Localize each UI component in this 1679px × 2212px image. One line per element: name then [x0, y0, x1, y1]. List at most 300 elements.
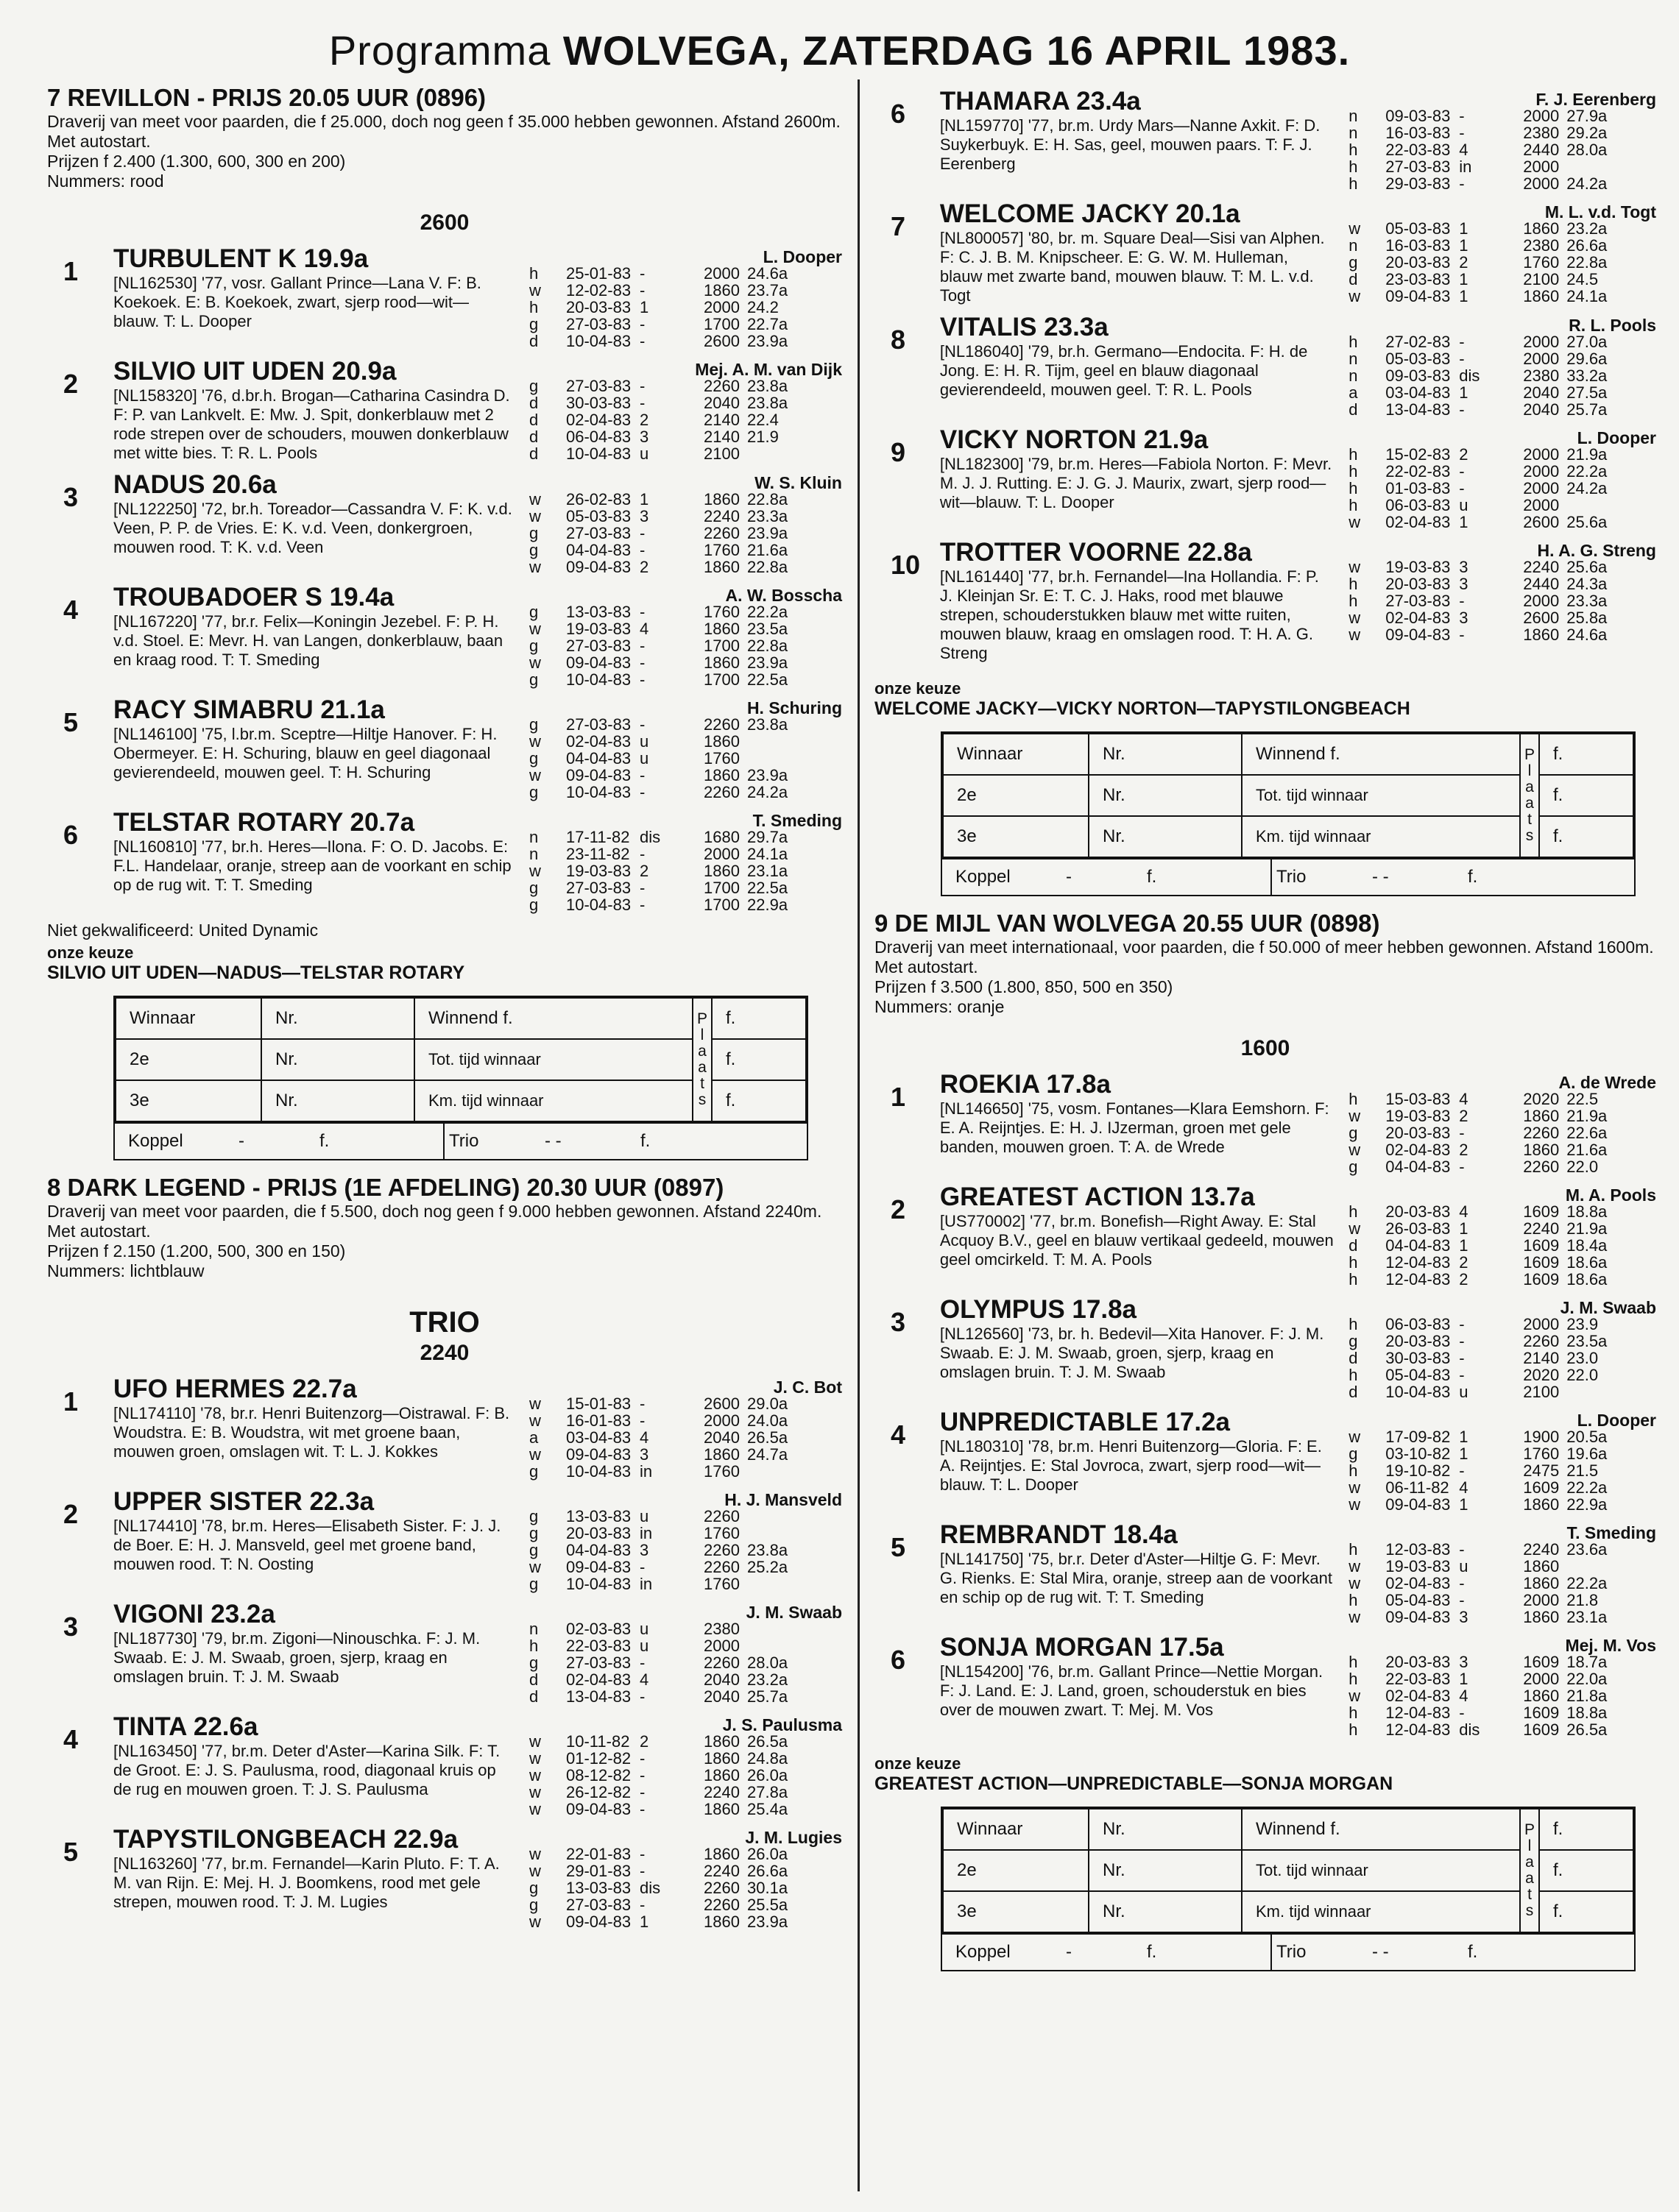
driver-name: T. Smeding: [752, 811, 842, 830]
result-row: [529, 377, 806, 394]
horse-number: 8: [891, 325, 906, 355]
horse-entry: [47, 1825, 842, 1930]
result-cell: 1: [1459, 1236, 1468, 1255]
result-cell: 02-04-83: [1385, 1574, 1451, 1592]
result-cell: 22.5a: [747, 879, 788, 897]
result-cell: 03-04-83: [566, 1428, 632, 1447]
result-cell: 19-03-83: [1385, 558, 1451, 576]
result-cell: 22.2a: [1566, 1574, 1608, 1592]
result-cell: 23.0: [1566, 1349, 1599, 1367]
result-cell: 2000: [1523, 479, 1560, 497]
koppel-dash: -: [238, 1131, 244, 1151]
results-table: [529, 1733, 806, 1818]
result-cell: 16-03-83: [1385, 236, 1451, 255]
result-cell: 29.7a: [747, 828, 788, 846]
result-cell: 18.4a: [1566, 1236, 1608, 1255]
result-cell: 12-04-83: [1385, 1704, 1451, 1722]
result-cell: 10-04-83: [566, 1575, 632, 1593]
bet-row: [943, 1809, 1633, 1850]
result-cell: 09-04-83: [1385, 625, 1451, 644]
horse-name: TROUBADOER S 19.4a: [113, 583, 395, 612]
bet-cell: f.: [712, 1080, 806, 1121]
result-cell: [747, 750, 806, 767]
result-row: [1348, 1479, 1625, 1496]
bet-cell: 2e: [116, 1039, 261, 1080]
result-cell: 06-03-83: [1385, 496, 1451, 514]
horse-name: SONJA MORGAN 17.5a: [939, 1633, 1224, 1662]
horse-info: [NL159770] '77, br.m. Urdy Mars—Nanne Axkit. F: D. Suykerbuyk. E: H. Sas, geel, mouwen paars. T: F. J. Eerenberg: [939, 116, 1321, 173]
horse-number: 1: [63, 256, 79, 286]
result-cell: 22.0a: [1566, 1670, 1608, 1688]
result-row: [1348, 1350, 1625, 1366]
result-cell: h: [1348, 1540, 1358, 1559]
horse-number: 4: [891, 1419, 906, 1450]
bet-cell: Winnend f.: [414, 998, 693, 1039]
result-row: [1348, 124, 1625, 141]
result-cell: -: [640, 541, 646, 559]
result-row: [529, 862, 806, 879]
bet-form: [113, 996, 808, 1160]
driver-name: J. S. Paulusma: [722, 1715, 842, 1734]
result-cell: 22.6a: [1566, 1124, 1608, 1142]
keuze-label: onze keuze: [47, 943, 134, 962]
result-cell: 1: [1459, 270, 1468, 288]
horse-results: [529, 695, 842, 801]
bet-cell: 3e: [116, 1080, 261, 1121]
result-cell: 24.6a: [1566, 625, 1608, 644]
result-cell: 25.8a: [1566, 609, 1608, 627]
result-cell: 2260: [704, 1653, 740, 1672]
result-cell: 27.8a: [747, 1783, 788, 1801]
result-cell: 2: [640, 1732, 649, 1751]
horse-name: UFO HERMES 22.7a: [113, 1375, 357, 1403]
result-cell: 1860: [1523, 1557, 1560, 1575]
result-cell: 13-03-83: [566, 1507, 632, 1525]
result-cell: 2100: [704, 444, 740, 463]
horse-results: [1348, 199, 1656, 305]
result-row: [1348, 446, 1625, 463]
result-cell: h: [1348, 1270, 1358, 1288]
result-cell: 24.5: [1566, 270, 1599, 288]
result-cell: 3: [1459, 575, 1468, 593]
result-cell: 09-04-83: [566, 766, 632, 784]
result-cell: 23.3a: [1566, 592, 1608, 610]
result-row: [1348, 158, 1625, 175]
horse-name: UNPREDICTABLE 17.2a: [939, 1408, 1231, 1436]
horse-entry: [874, 425, 1656, 531]
result-cell: [747, 1620, 806, 1637]
horse-number: 2: [63, 369, 79, 399]
result-cell: h: [529, 264, 539, 283]
result-cell: w: [1348, 558, 1361, 576]
result-cell: w: [1348, 1574, 1361, 1592]
result-cell: 27-03-83: [566, 315, 632, 333]
result-cell: 1860: [704, 1845, 740, 1863]
result-cell: 2260: [1523, 1332, 1560, 1350]
result-cell: -: [640, 315, 646, 333]
horse-body: [113, 470, 529, 575]
result-cell: -: [1459, 333, 1465, 351]
horse-results: [1348, 1070, 1656, 1175]
horse-body: [113, 695, 529, 801]
result-cell: g: [529, 1896, 539, 1914]
result-cell: 24.7a: [747, 1445, 788, 1464]
horse-results: [1348, 1520, 1656, 1626]
result-cell: 22-03-83: [566, 1637, 632, 1655]
result-cell: w: [1348, 609, 1361, 627]
result-cell: -: [1459, 462, 1465, 481]
driver-name: J. C. Bot: [773, 1378, 842, 1397]
result-cell: g: [529, 896, 539, 914]
result-cell: h: [1348, 157, 1358, 176]
result-cell: -: [1459, 479, 1465, 497]
horse-number: 1: [63, 1386, 79, 1417]
result-cell: 27.5a: [1566, 383, 1608, 402]
result-cell: 23.9a: [747, 653, 788, 672]
result-cell: 2260: [704, 1541, 740, 1559]
result-cell: 23.9a: [747, 332, 788, 350]
driver-name: Mej. A. M. van Dijk: [695, 360, 842, 379]
result-cell: 2240: [704, 1783, 740, 1801]
result-cell: 29.2a: [1566, 124, 1608, 142]
result-cell: 2000: [704, 298, 740, 316]
result-cell: -: [1459, 1158, 1465, 1176]
result-row: [529, 1913, 806, 1930]
koppel-f: f.: [1147, 1942, 1157, 1962]
result-cell: 2260: [1523, 1158, 1560, 1176]
result-cell: 10-04-83: [566, 670, 632, 689]
result-cell: 23.2a: [1566, 219, 1608, 238]
result-cell: h: [1348, 1253, 1358, 1272]
result-cell: 06-03-83: [1385, 1315, 1451, 1333]
bet-cell: Tot. tijd winnaar: [1242, 775, 1520, 816]
horse-number: 5: [891, 1532, 906, 1562]
result-cell: 2: [640, 862, 649, 880]
result-row: [1348, 1254, 1625, 1271]
horse-info: [NL182300] '79, br.m. Heres—Fabiola Norton. F: Mevr. M. J. J. Rutting. E: J. G. J. Maurix, zwart, sjerp rood—wit—blauw. T: L. Dooper: [939, 455, 1332, 511]
result-cell: u: [640, 732, 649, 751]
result-cell: 29-03-83: [1385, 174, 1451, 193]
results-table: [529, 1620, 806, 1705]
result-cell: 18.6a: [1566, 1253, 1608, 1272]
horse-body: [113, 1375, 529, 1480]
result-row: [1348, 1721, 1625, 1738]
result-cell: 1860: [1523, 625, 1560, 644]
results-table: [1348, 1428, 1625, 1513]
horse-entry: [47, 695, 842, 801]
bet-cell: 2e: [943, 775, 1089, 816]
result-cell: 22.2a: [1566, 462, 1608, 481]
result-row: [1348, 1575, 1625, 1592]
koppel-dash: -: [1066, 1942, 1072, 1962]
horse-body: [113, 1600, 529, 1705]
horse-body: [113, 1825, 529, 1930]
result-cell: 3: [1459, 609, 1468, 627]
result-cell: 2020: [1523, 1366, 1560, 1384]
result-cell: 1609: [1523, 1253, 1560, 1272]
results-table: [1348, 1316, 1625, 1400]
result-row: [529, 316, 806, 333]
result-cell: -: [640, 1653, 646, 1672]
horse-info: [NL174410] '78, br.m. Heres—Elisabeth Sister. F: J. J. de Boer. E: H. J. Mansveld, geel met groene band, mouwen rood. T: N. Oosting: [113, 1517, 501, 1573]
driver-name: R. L. Pools: [1569, 316, 1656, 335]
result-cell: 1760: [1523, 253, 1560, 272]
result-cell: 25.4a: [747, 1800, 788, 1818]
result-row: [1348, 463, 1625, 480]
horse-number: 3: [63, 1612, 79, 1642]
driver-name: F. J. Eerenberg: [1535, 90, 1656, 109]
horse-results: [529, 808, 842, 913]
result-cell: w: [529, 507, 541, 525]
result-cell: 1860: [1523, 1687, 1560, 1705]
bet-cell: Nr.: [261, 1080, 414, 1121]
result-cell: 1760: [704, 1575, 740, 1593]
horse-name: NADUS 20.6a: [113, 470, 277, 499]
result-cell: w: [529, 1845, 541, 1863]
result-cell: 2440: [1523, 575, 1560, 593]
horse-info: [US770002] '77, br.m. Bonefish—Right Away. E: Stal Acquoy B.V., geel en blauw vertikaal gedeeld, mouwen geel omcirkeld. T: M. A. Pools: [939, 1212, 1334, 1269]
result-cell: 09-04-83: [1385, 1608, 1451, 1626]
result-row: [1348, 1237, 1625, 1254]
result-cell: 1760: [704, 1462, 740, 1481]
result-row: [529, 1446, 806, 1463]
result-cell: w: [529, 653, 541, 672]
result-row: [529, 1688, 806, 1705]
result-row: [529, 671, 806, 688]
result-cell: g: [529, 1541, 539, 1559]
horse-body: [940, 425, 1348, 531]
result-cell: d: [529, 411, 539, 429]
result-cell: 27-03-83: [1385, 592, 1451, 610]
result-cell: 1760: [704, 603, 740, 621]
result-cell: g: [1348, 1332, 1358, 1350]
result-row: [529, 265, 806, 282]
result-cell: w: [1348, 1608, 1361, 1626]
result-cell: dis: [1459, 1720, 1480, 1739]
left-column: [47, 79, 842, 1930]
horse-name: VICKY NORTON 21.9a: [939, 425, 1209, 454]
result-cell: 1860: [704, 1766, 740, 1784]
bet-cell: f.: [1539, 775, 1633, 816]
result-cell: 1760: [704, 1524, 740, 1542]
result-cell: 23-11-82: [566, 845, 630, 863]
result-cell: 22.8a: [747, 558, 788, 576]
horse-info: [NL167220] '77, br.r. Felix—Koningin Jezebel. F: P. H. v.d. Stoel. E: Mevr. H. van Langen, donkerblauw, baan en kraag rood. T: T. Smeding: [113, 612, 503, 669]
result-cell: 24.2a: [1566, 174, 1608, 193]
result-cell: 27-03-83: [566, 715, 632, 734]
horse-info: [NL163450] '77, br.m. Deter d'Aster—Karina Silk. F: T. de Groot. E: J. S. Paulusma, rood, diagonaal kruis op de rug en mouwen groen. T: J. S. Paulusma: [113, 1742, 501, 1798]
horse-entry: [874, 1633, 1656, 1738]
result-cell: 2000: [704, 845, 740, 863]
horse-list: [874, 87, 1656, 663]
results-table: [529, 377, 806, 462]
horse-body: [940, 1295, 1348, 1400]
result-cell: 15-02-83: [1385, 445, 1451, 464]
horse-name: TINTA 22.6a: [113, 1712, 258, 1741]
result-cell: w: [529, 766, 541, 784]
result-cell: 09-04-83: [566, 1558, 632, 1576]
result-cell: -: [640, 1558, 646, 1576]
result-cell: 2040: [1523, 383, 1560, 402]
result-cell: -: [1459, 1332, 1465, 1350]
result-cell: in: [1459, 157, 1472, 176]
result-cell: 17-11-82: [566, 828, 630, 846]
horse-number: 7: [891, 211, 906, 241]
result-row: [1348, 350, 1625, 367]
result-cell: h: [1348, 1461, 1358, 1480]
trio-f: f.: [1468, 1942, 1478, 1962]
result-cell: 21.6a: [747, 541, 788, 559]
result-cell: 2000: [1523, 1670, 1560, 1688]
result-cell: 2: [640, 411, 649, 429]
result-cell: 22.8a: [1566, 253, 1608, 272]
result-cell: -: [640, 1766, 646, 1784]
result-row: [529, 1784, 806, 1801]
result-cell: w: [529, 1558, 541, 1576]
result-cell: 24.2: [747, 298, 779, 316]
result-cell: 20.5a: [1566, 1428, 1608, 1446]
result-cell: d: [1348, 400, 1358, 419]
result-cell: w: [1348, 1557, 1361, 1575]
result-cell: 10-04-83: [566, 896, 632, 914]
horse-info: [NL163260] '77, br.m. Fernandel—Karin Pluto. F: T. A. M. van Rijn. E: Mej. H. J. Boomkens, rood met gele strepen, mouwen rood. T: J. M. Lugies: [113, 1854, 500, 1911]
results-table: [1348, 1541, 1625, 1626]
result-cell: -: [640, 766, 646, 784]
result-cell: 05-03-83: [566, 507, 632, 525]
result-row: [529, 1801, 806, 1818]
result-cell: 20-03-83: [1385, 575, 1451, 593]
driver-name: A. W. Bosscha: [725, 586, 842, 605]
result-cell: 2600: [1523, 609, 1560, 627]
result-cell: 10-04-83: [566, 444, 632, 463]
result-cell: g: [1348, 1124, 1358, 1142]
result-row: [529, 1525, 806, 1542]
result-cell: -: [640, 1394, 646, 1413]
plaats-label: P l a a t s: [1520, 734, 1539, 857]
result-cell: 09-04-83: [566, 558, 632, 576]
bet-cell: Winnend f.: [1242, 734, 1520, 775]
result-row: [529, 299, 806, 316]
results-table: [1348, 1653, 1625, 1738]
result-cell: -: [640, 394, 646, 412]
result-cell: 09-04-83: [1385, 1495, 1451, 1514]
result-cell: g: [1348, 1444, 1358, 1463]
results-table: [1348, 1203, 1625, 1288]
result-cell: 2260: [704, 715, 740, 734]
result-row: [529, 1654, 806, 1671]
driver-name: L. Dooper: [763, 247, 842, 266]
result-cell: [747, 445, 806, 462]
result-cell: 02-04-83: [1385, 1141, 1451, 1159]
result-cell: 4: [1459, 1478, 1468, 1497]
result-cell: 2: [1459, 253, 1468, 272]
result-cell: u: [640, 444, 649, 463]
result-cell: 4: [640, 620, 649, 638]
horse-name: TROTTER VOORNE 22.8a: [939, 538, 1252, 567]
race-prizes: Prijzen f 2.150 (1.200, 500, 300 en 150): [47, 1241, 346, 1261]
result-cell: g: [529, 1575, 539, 1593]
bet-cell: f.: [712, 1039, 806, 1080]
horse-number: 2: [63, 1499, 79, 1529]
result-cell: -: [1459, 1704, 1465, 1722]
result-cell: 28.0a: [1566, 141, 1608, 159]
result-row: [1348, 1653, 1625, 1670]
result-cell: w: [1348, 287, 1361, 305]
driver-name: T. Smeding: [1566, 1523, 1656, 1542]
result-cell: d: [1348, 1236, 1358, 1255]
result-row: [529, 879, 806, 896]
result-row: [529, 1559, 806, 1575]
result-cell: 4: [1459, 1090, 1468, 1108]
result-cell: 2020: [1523, 1090, 1560, 1108]
result-row: [529, 767, 806, 784]
result-cell: n: [1348, 107, 1358, 125]
result-cell: 26.5a: [747, 1732, 788, 1751]
result-cell: u: [640, 749, 649, 768]
results-table: [1348, 333, 1625, 418]
result-cell: 23.8a: [747, 1541, 788, 1559]
result-cell: 04-04-83: [1385, 1158, 1451, 1176]
result-cell: 1: [1459, 1670, 1468, 1688]
result-cell: -: [640, 670, 646, 689]
bet-form: [941, 731, 1636, 896]
result-cell: 4: [1459, 141, 1468, 159]
result-cell: 20-03-83: [566, 298, 632, 316]
bet-cell: 3e: [943, 1891, 1089, 1932]
result-cell: 02-04-83: [566, 1670, 632, 1689]
result-cell: w: [1348, 1478, 1361, 1497]
result-row: [1348, 220, 1625, 237]
horse-number: 9: [891, 437, 906, 467]
result-cell: -: [640, 264, 646, 283]
bet-cell: Nr.: [1089, 816, 1242, 857]
result-cell: 1609: [1523, 1478, 1560, 1497]
result-cell: 2260: [704, 524, 740, 542]
result-cell: 23.3a: [747, 507, 788, 525]
race-title: 9 DE MIJL VAN WOLVEGA 20.55 UUR (0898): [874, 910, 1380, 937]
result-cell: -: [640, 653, 646, 672]
result-cell: 1680: [704, 828, 740, 846]
result-cell: -: [640, 1749, 646, 1768]
result-cell: 2000: [704, 1411, 740, 1430]
horse-body: [940, 1070, 1348, 1175]
driver-name: A. de Wrede: [1558, 1073, 1656, 1092]
result-cell: 25.7a: [747, 1687, 788, 1706]
result-row: [529, 559, 806, 575]
result-cell: w: [529, 1783, 541, 1801]
result-cell: 2260: [1523, 1124, 1560, 1142]
result-cell: 26.5a: [747, 1428, 788, 1447]
result-cell: 4: [1459, 1202, 1468, 1221]
result-cell: -: [640, 1845, 646, 1863]
result-cell: 1: [1459, 1428, 1468, 1446]
race-distance: 2600: [420, 210, 470, 235]
result-cell: 1860: [704, 1749, 740, 1768]
result-row: [1348, 575, 1625, 592]
horse-entry: [874, 87, 1656, 192]
race-9: [874, 910, 1656, 1971]
result-cell: w: [1348, 1107, 1361, 1125]
bet-cell: f.: [1539, 1850, 1633, 1891]
result-row: [1348, 514, 1625, 531]
result-cell: -: [640, 603, 646, 621]
result-cell: 27-03-83: [566, 524, 632, 542]
result-cell: w: [529, 1445, 541, 1464]
result-cell: 22-02-83: [1385, 462, 1451, 481]
result-row: [1348, 1592, 1625, 1609]
horse-name: TAPYSTILONGBEACH 22.9a: [113, 1825, 459, 1854]
result-cell: 2000: [1523, 462, 1560, 481]
